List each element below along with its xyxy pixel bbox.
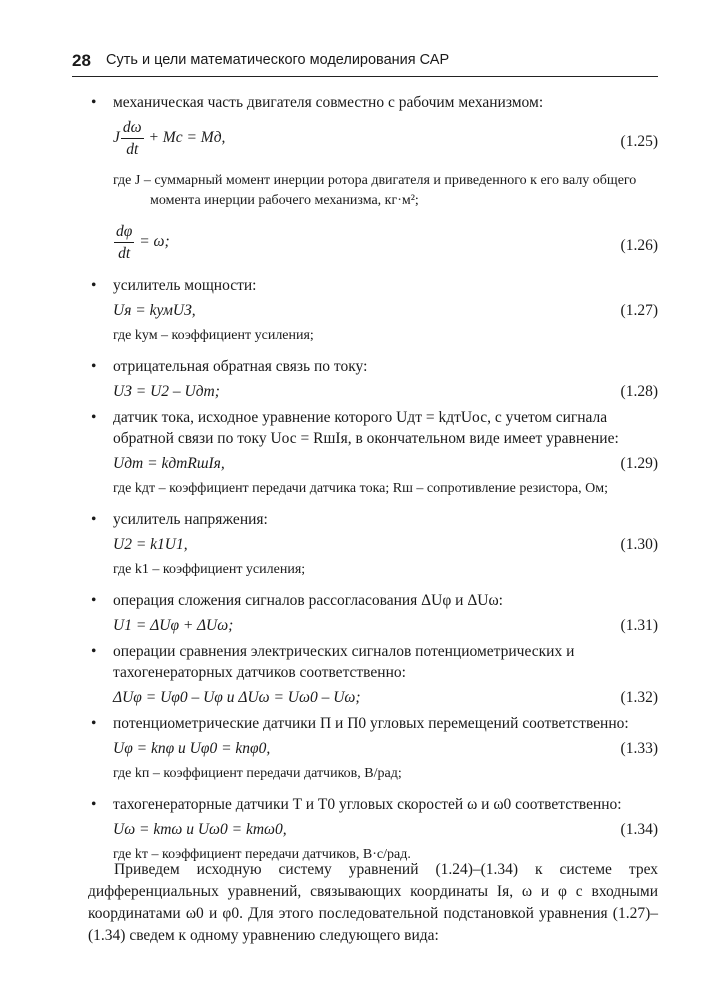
equation-1-29 xyxy=(88,453,658,475)
bullet-item: • отрицательная обратная связь по току: xyxy=(88,356,658,377)
equation-text: U1 = ΔUφ + ΔUω; xyxy=(113,617,234,634)
equation-number: (1.25) xyxy=(620,133,658,150)
running-title: Суть и цели математического моделирования САР xyxy=(106,52,450,68)
bullet-item: • операции сравнения электрических сигналов потенциометрических и тахогенераторных датчиков соответственно: xyxy=(88,641,658,683)
equation-number: (1.26) xyxy=(620,237,658,254)
equation-number: (1.30) xyxy=(620,536,658,553)
equation-1-26: $\frac{d\varphi}{dt}$ = ω; (1.26) xyxy=(116,223,658,262)
equation-1-25: J $\frac{d\omega}{dt}$ + Mс = Mд, (1.25) xyxy=(113,119,658,158)
equation-note: где kт – коэффициент передачи датчиков, В·с/рад. xyxy=(113,847,411,862)
equation-note: где J – суммарный момент инерции ротора двигателя и приведенного к его валу общего момента инерции рабочего механизма, кг·м²; xyxy=(113,173,637,208)
equation-number: (1.29) xyxy=(620,455,658,472)
equation-note: где k1 – коэффициент усиления; xyxy=(113,562,306,577)
bullet-item: • механическая часть двигателя совместно с рабочим механизмом: xyxy=(88,92,658,113)
equation-1-31 xyxy=(88,615,658,637)
equation-text: U2 = k1U1, xyxy=(113,536,188,553)
equation-1-33 xyxy=(88,738,658,760)
equation-number: (1.32) xyxy=(620,689,658,706)
equation-1-30 xyxy=(88,534,658,556)
closing-paragraph: Приведем исходную систему уравнений (1.24)–(1.34) к системе трех дифференциальных уравнений, связывающих координаты Iя, ω и φ с входными координатами ω0 и φ0. Для этого последовательной подстановкой уравнения (1.27)–(1.34) сведем к одному уравнению следующего вида: xyxy=(88,860,658,944)
equation-text: Uдт = kдтRшIя, xyxy=(113,455,225,472)
equation-number: (1.34) xyxy=(620,821,658,838)
equation-1-28 xyxy=(88,381,658,403)
equation-text: Uφ = kпφ и Uφ0 = kпφ0, xyxy=(113,740,271,757)
page-content xyxy=(88,92,658,875)
equation-text: Uω = kтω и Uω0 = kтω0, xyxy=(113,821,287,838)
bullet-item: • усилитель напряжения: xyxy=(88,509,658,530)
equation-1-34 xyxy=(88,819,658,841)
equation-number: (1.33) xyxy=(620,740,658,757)
equation-text: UЗ = U2 – Uдт; xyxy=(113,383,220,400)
bullet-item: • усилитель мощности: xyxy=(88,275,658,296)
equation-1-32 xyxy=(88,687,658,709)
bullet-item: • датчик тока, исходное уравнение которого Uдт = kдтUос, с учетом сигнала обратной связи по току Uос = RшIя, в окончательном виде имеет уравнение: xyxy=(88,407,658,449)
equation-text: ΔUφ = Uφ0 – Uφ и ΔUω = Uω0 – Uω; xyxy=(113,689,361,706)
equation-1-27 xyxy=(88,300,658,322)
page-number: 28 xyxy=(72,51,91,70)
equation-number: (1.27) xyxy=(620,302,658,319)
bullet-item: • потенциометрические датчики П и П0 угловых перемещений соответственно: xyxy=(88,713,658,734)
equation-text: = ω; xyxy=(135,233,170,251)
equation-note: где kп – коэффициент передачи датчиков, В/рад; xyxy=(113,766,402,781)
equation-note: где kдт – коэффициент передачи датчика тока; Rш – сопротивление резистора, Ом; xyxy=(113,481,608,496)
equation-note: где kум – коэффициент усиления; xyxy=(113,328,314,343)
equation-text: Uя = kумUЗ, xyxy=(113,302,196,319)
equation-number: (1.31) xyxy=(620,617,658,634)
bullet-item: • операция сложения сигналов рассогласования ΔUφ и ΔUω: xyxy=(88,590,658,611)
equation-number: (1.28) xyxy=(620,383,658,400)
page-header xyxy=(72,46,658,77)
bullet-item: • тахогенераторные датчики T и T0 угловых скоростей ω и ω0 соответственно: xyxy=(88,794,658,815)
equation-text: + Mс = Mд, xyxy=(144,129,226,147)
